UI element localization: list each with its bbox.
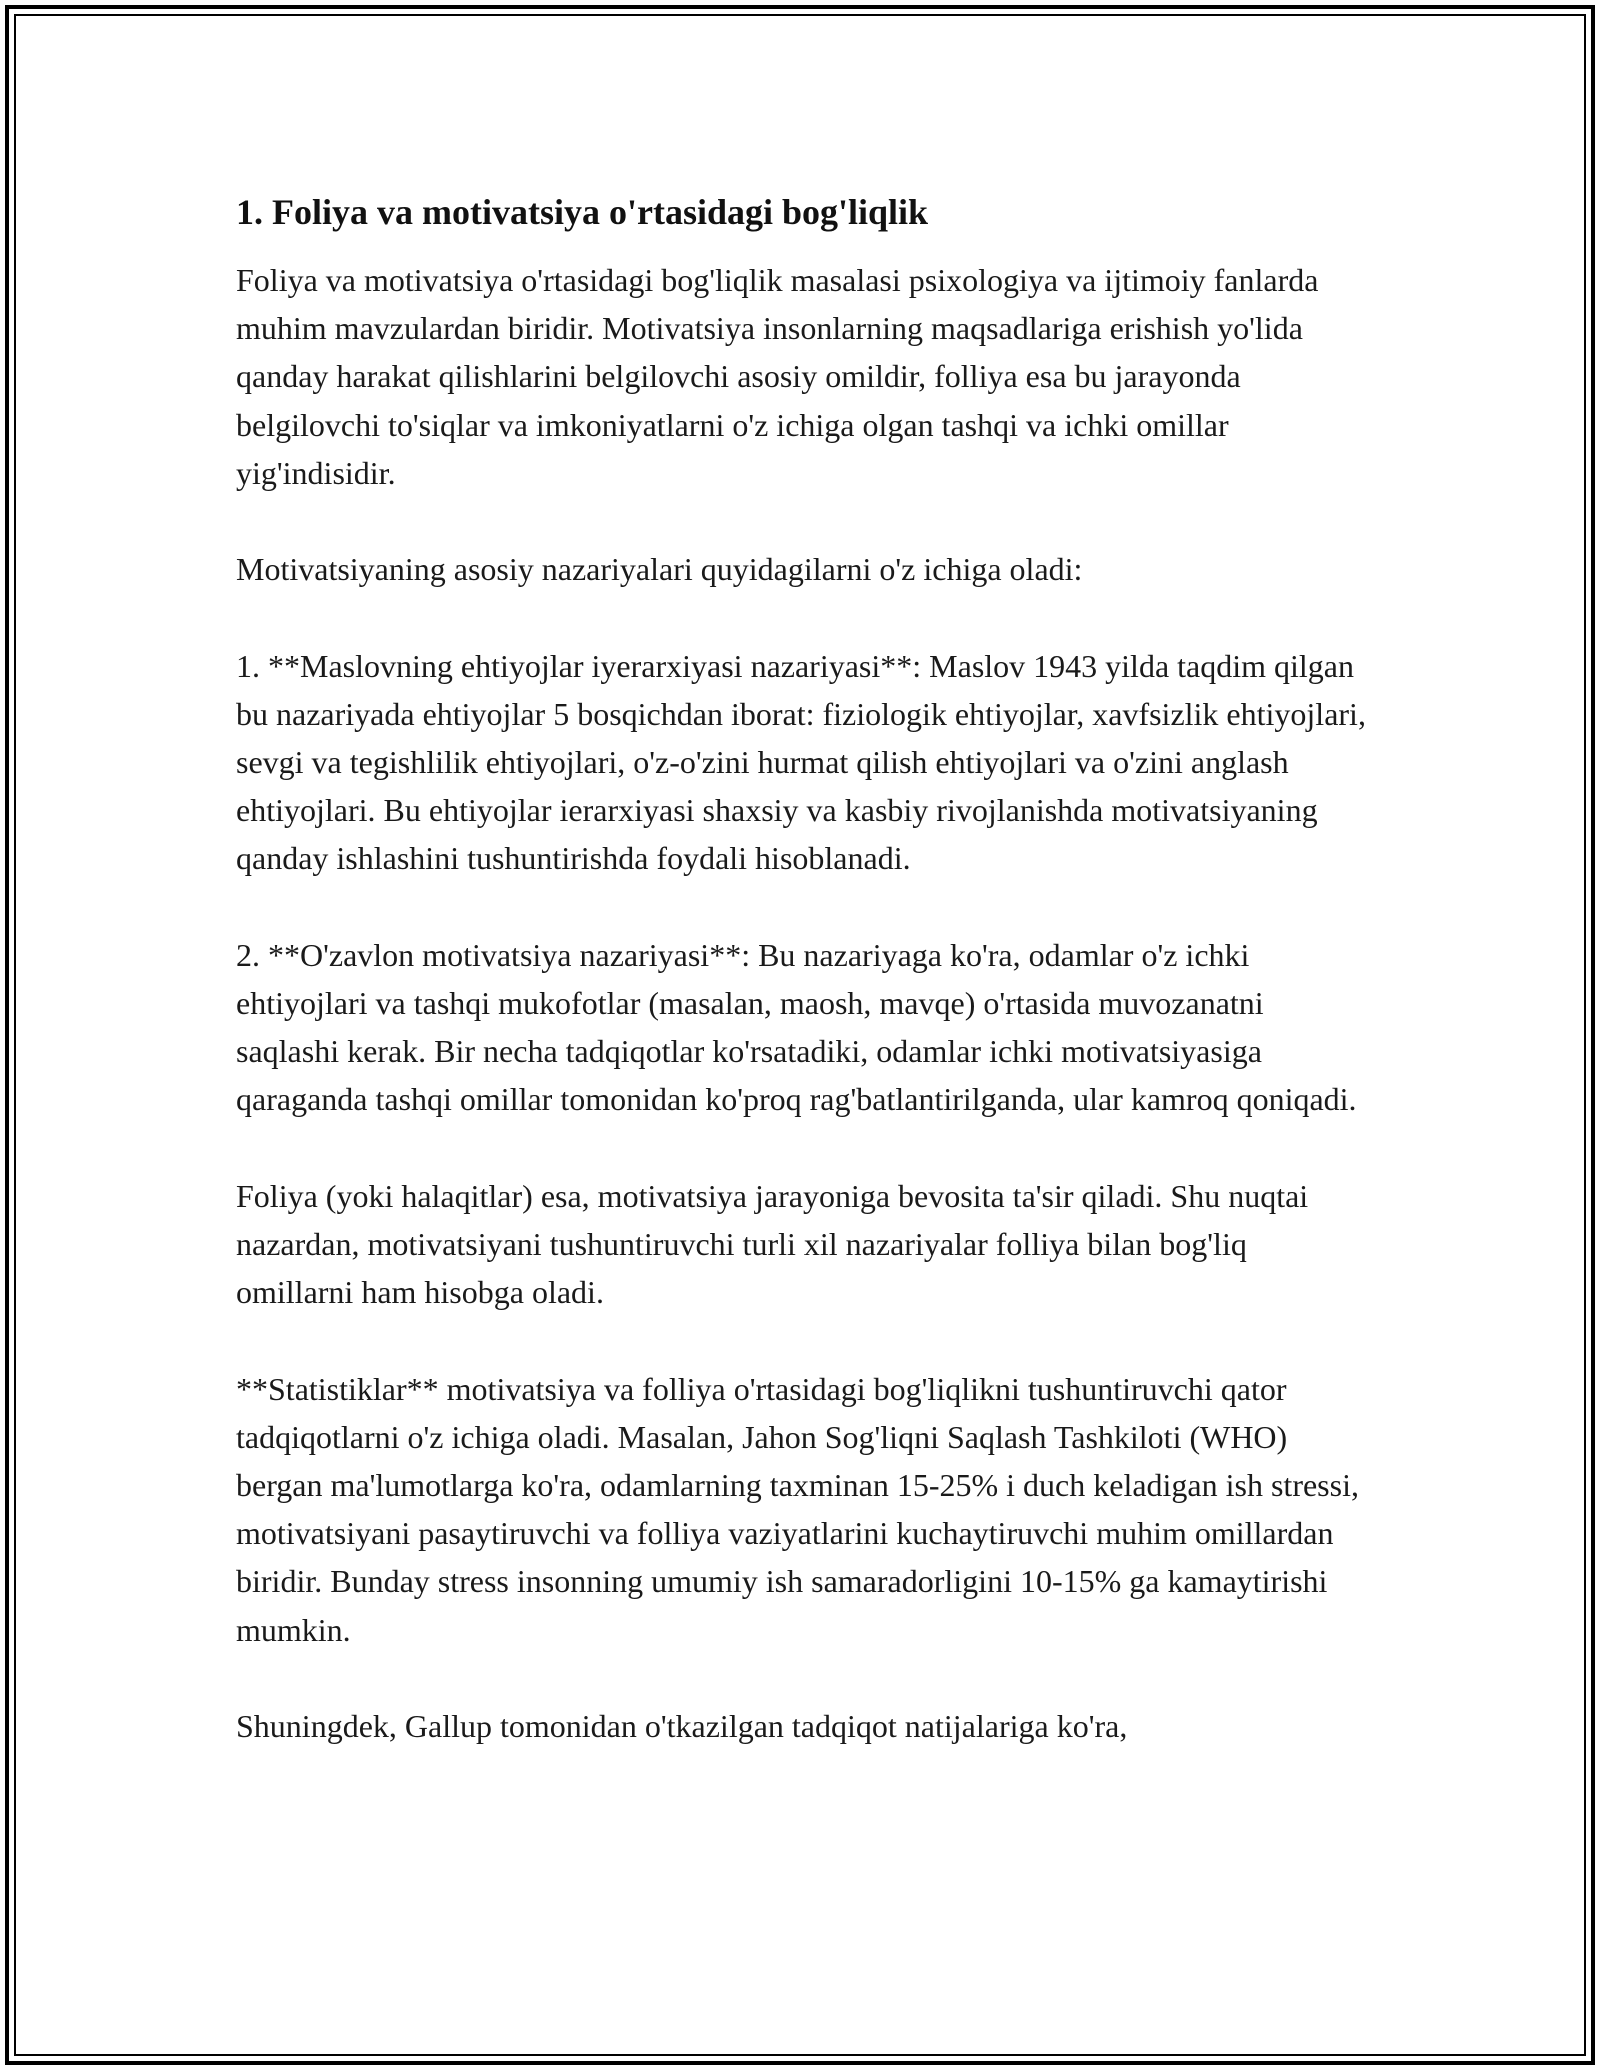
paragraph-foliya-effect: Foliya (yoki halaqitlar) esa, motivatsiya jarayoniga bevosita ta'sir qiladi. Shu nuqtai nazardan, motivatsiyani tushuntiruvchi turli xil nazariyalar folliya bilan bog'liq omillarni ham hisobga oladi. [236, 1177, 1309, 1311]
paragraph-maslow-theory: 1. **Maslovning ehtiyojlar iyerarxiyasi nazariyasi**: Maslov 1943 yilda taqdim qilgan bu nazariyada ehtiyojlar 5 bosqichdan iborat: fiziologik ehtiyojlar, xavfsizlik ehtiyojlari, sevgi va tegishlilik ehtiyojlari, o'z-o'zini hurmat qilish ehtiyojlari va o'zini anglash ehtiyojlari. Bu ehtiyojlar ierarxiyasi shaxsiy va kasbiy rivojlanishda motivatsiyaning qanday ishlashini tushuntirishda foydali hisoblanadi. [236, 647, 1366, 877]
paragraph-gallup: Shuningdek, Gallup tomonidan o'tkazilgan tadqiqot natijalariga ko'ra, [236, 1708, 1128, 1744]
paragraph-intro: Foliya va motivatsiya o'rtasidagi bog'liqlik masalasi psixologiya va ijtimoiy fanlarda muhim mavzulardan biridir. Motivatsiya insonlarning maqsadlariga erishish yo'lida qanday harakat qilishlarini belgilovchi asosiy omildir, folliya esa bu jarayonda belgilovchi to'siqlar va imkoniyatlarni o'z ichiga olgan tashqi va ichki omillar yig'indisidir. [236, 262, 1319, 491]
paragraph-theories-lead: Motivatsiyaning asosiy nazariyalari quyidagilarni o'z ichiga oladi: [236, 551, 1083, 588]
paragraph-second-theory: 2. **O'zavlon motivatsiya nazariyasi**: Bu nazariyaga ko'ra, odamlar o'z ichki ehtiyojlari va tashqi mukofotlar (masalan, maosh, mavqe) o'rtasida muvozanatni saqlashi kerak. Bir necha tadqiqotlar ko'rsatadiki, odamlar ichki motivatsiyasiga qaraganda tashqi omillar tomonidan ko'proq rag'batlantirilganda, ular kamroq qoniqadi. [236, 936, 1357, 1118]
section-heading: 1. Foliya va motivatsiya o'rtasidagi bog'liqlik [236, 192, 929, 232]
document-body [236, 190, 1371, 1798]
paragraph-statistics: **Statistiklar** motivatsiya va folliya o'rtasidagi bog'liqlikni tushuntiruvchi qator tadqiqotlarni o'z ichiga oladi. Masalan, Jahon Sog'liqni Saqlash Tashkiloti (WHO) bergan ma'lumotlarga ko'ra, odamlarning taxminan 15-25% i duch keladigan ish stressi, motivatsiyani pasaytiruvchi va folliya vaziyatlarini kuchaytiruvchi muhim omillardan biridir. Bunday stress insonning umumiy ish samaradorligini 10-15% ga kamaytirishi mumkin. [236, 1370, 1359, 1648]
